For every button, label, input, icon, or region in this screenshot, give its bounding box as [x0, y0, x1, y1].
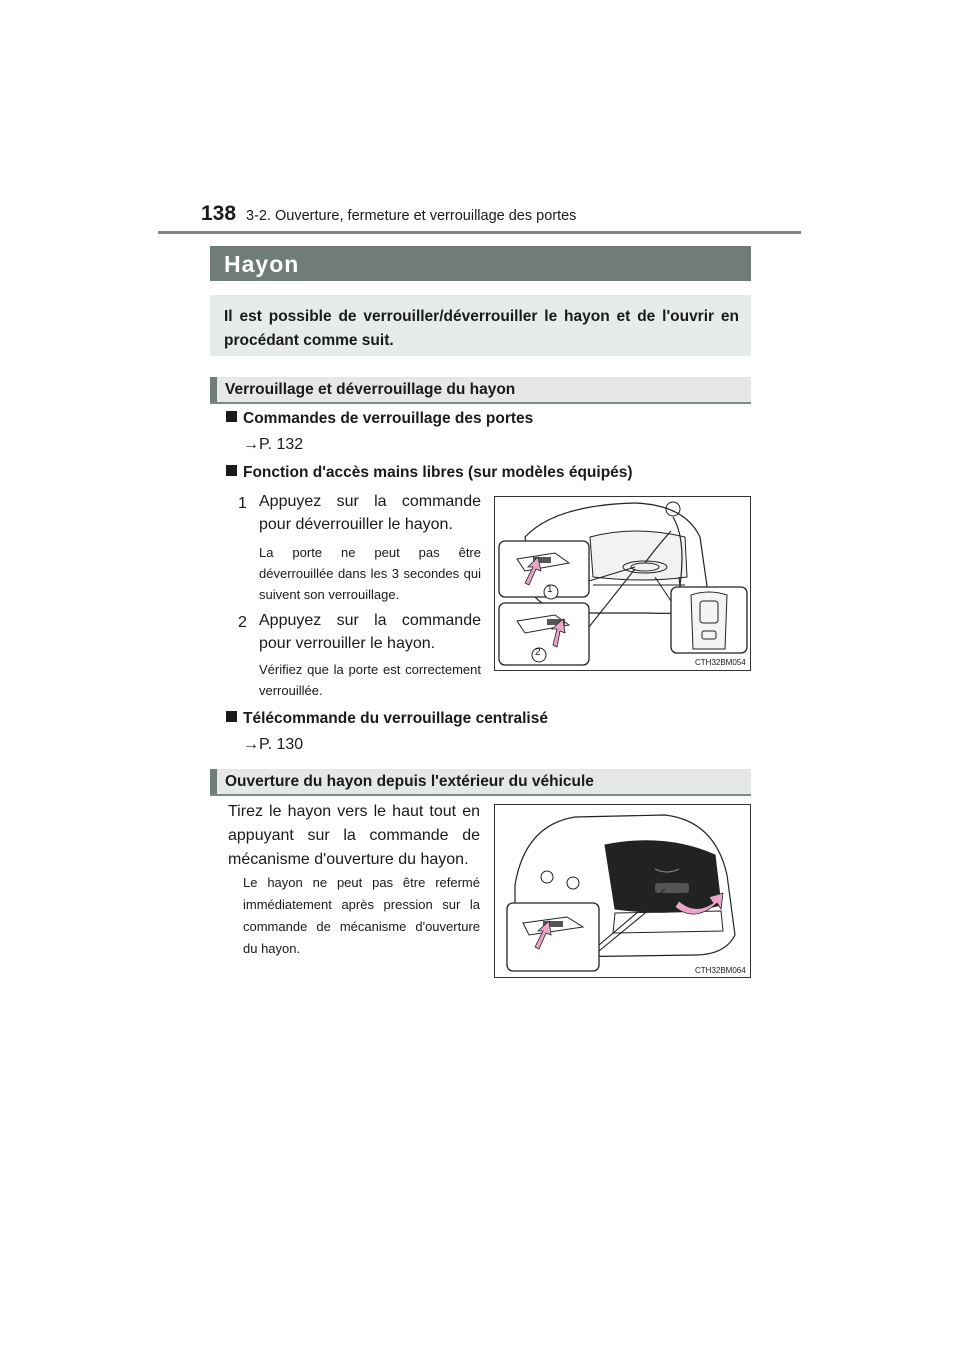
intro-text: Il est possible de verrouiller/déverrouiller le hayon et de l'ouvrir en procédant comme suit. — [224, 308, 739, 349]
bullet-square-icon — [226, 711, 237, 722]
figure-back-door-opener — [494, 804, 751, 978]
bullet-label: Fonction d'accès mains libres (sur modèles équipés) — [243, 464, 633, 481]
callout-1: 1 — [547, 584, 553, 595]
step-1-note: La porte ne peut pas être déverrouillée dans les 3 secondes qui suivent son verrouillage. — [259, 545, 481, 602]
page-reference[interactable]: →P. 132 — [243, 436, 304, 453]
open-instructions-note: Le hayon ne peut pas être refermé immédiatement après pression sur la commande de mécanisme d'ouverture du hayon. — [243, 875, 480, 956]
bullet-door-lock-switches — [226, 408, 533, 430]
step-number-1: 1 — [238, 495, 247, 512]
page-title-bar — [210, 246, 751, 281]
page-number: 138 — [201, 202, 237, 225]
car-rear-illustration — [495, 497, 750, 670]
car-rear-opener-illustration — [495, 805, 750, 977]
page-reference[interactable]: →P. 130 — [243, 736, 304, 753]
section-heading-text: Ouverture du hayon depuis l'extérieur du véhicule — [225, 773, 594, 790]
bullet-square-icon — [226, 465, 237, 476]
open-instructions-text: Tirez le hayon vers le haut tout en appuyant sur la commande de mécanisme d'ouverture du hayon. — [228, 803, 480, 868]
callout-2: 2 — [535, 647, 541, 658]
step-2-text: Appuyez sur la commande pour verrouiller le hayon. — [259, 612, 481, 652]
step-1-text: Appuyez sur la commande pour déverrouiller le hayon. — [259, 493, 481, 533]
figure-smart-entry — [494, 496, 751, 671]
bullet-label: Télécommande du verrouillage centralisé — [243, 710, 548, 727]
bullet-square-icon — [226, 411, 237, 422]
section-heading-open-outside — [210, 769, 751, 796]
step-number-2: 2 — [238, 614, 247, 631]
section-marker — [210, 769, 217, 794]
section-marker — [210, 377, 217, 402]
intro-box — [210, 295, 751, 356]
figure-code: CTH32BM054 — [695, 658, 746, 667]
chapter-heading: 3-2. Ouverture, fermeture et verrouillage des portes — [246, 208, 577, 224]
bullet-smart-entry — [226, 462, 633, 484]
bullet-label: Commandes de verrouillage des portes — [243, 410, 534, 427]
step-2-note: Vérifiez que la porte est correctement verrouillée. — [259, 662, 481, 698]
bullet-wireless-remote — [226, 708, 548, 730]
page-title: Hayon — [224, 251, 300, 277]
figure-code: CTH32BM064 — [695, 966, 746, 975]
header-rule — [158, 231, 801, 234]
section-heading-lock-unlock — [210, 377, 751, 404]
section-heading-text: Verrouillage et déverrouillage du hayon — [225, 381, 516, 398]
